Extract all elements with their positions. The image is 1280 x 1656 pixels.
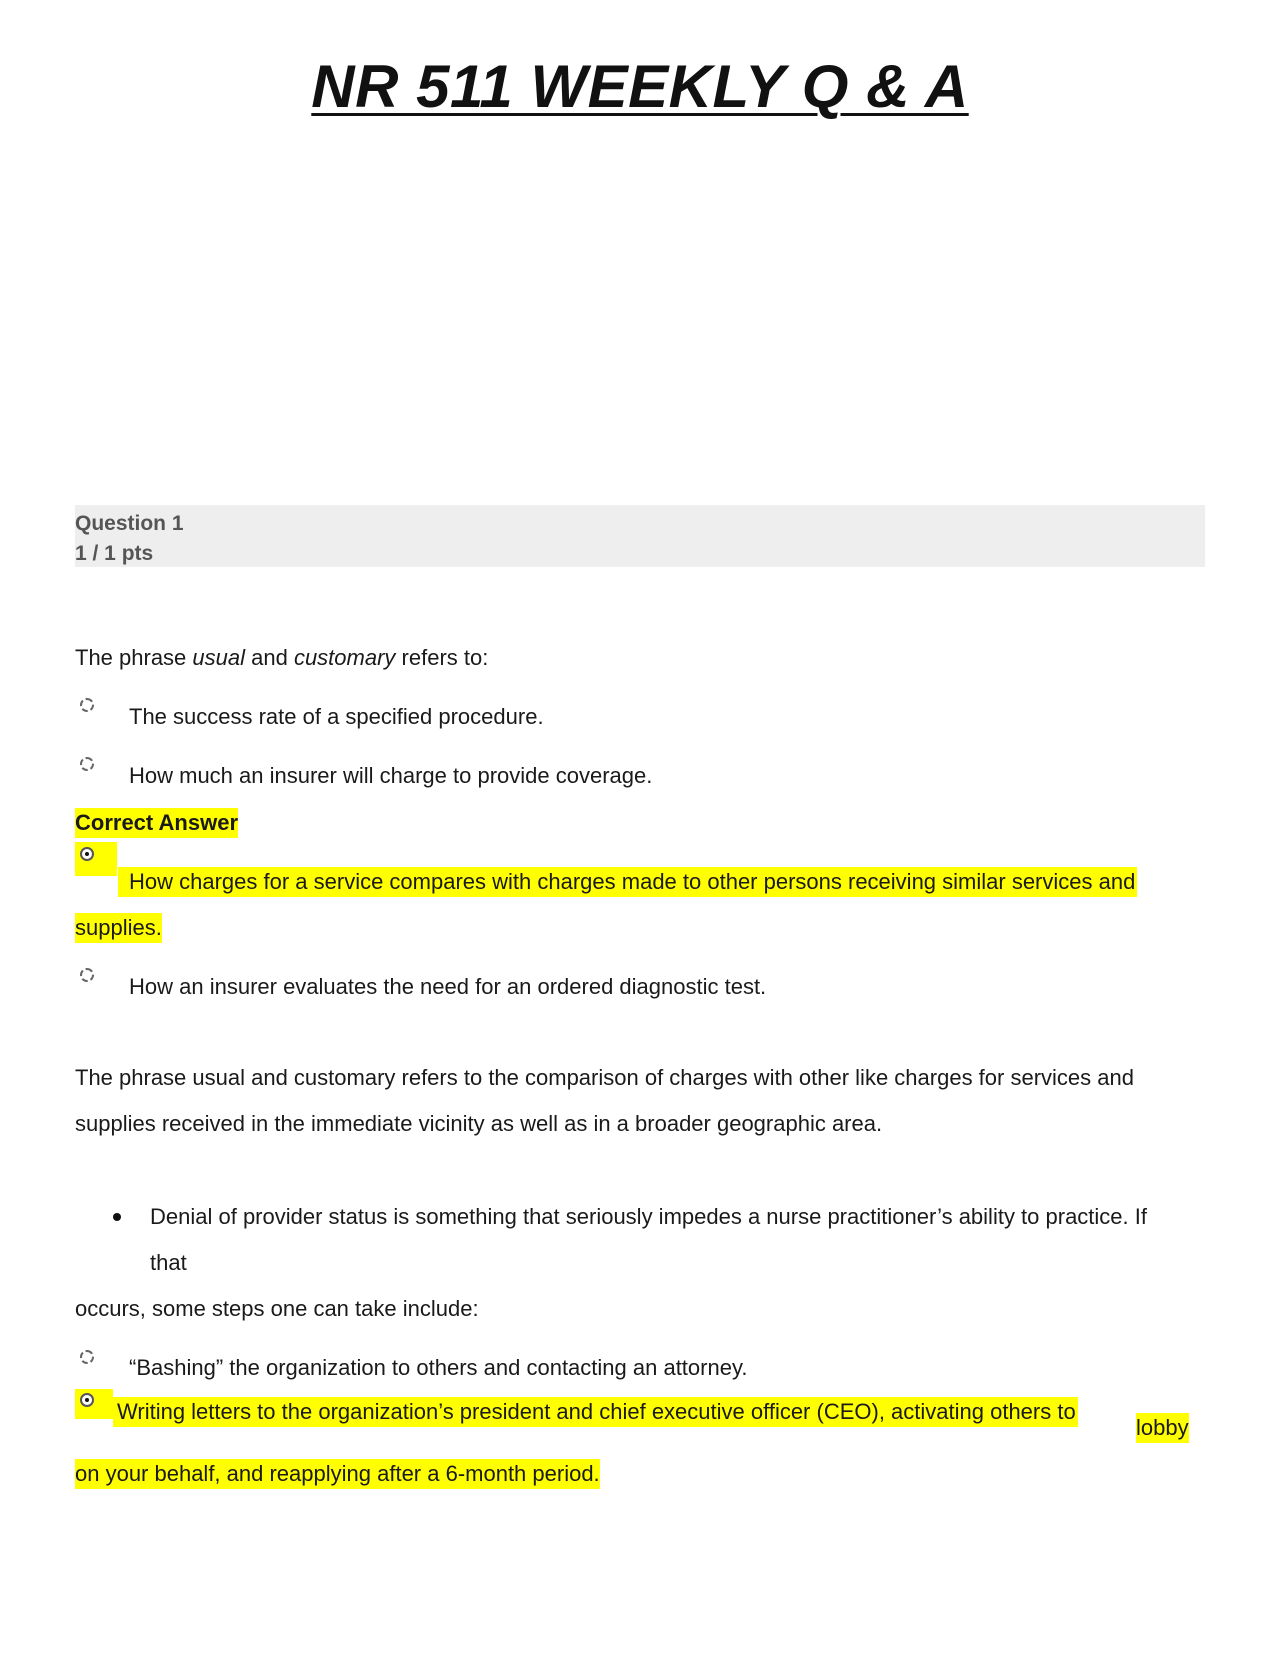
radio-option-b[interactable] bbox=[80, 757, 94, 771]
radio-option-c[interactable] bbox=[80, 847, 94, 861]
explanation-line-1: The phrase usual and customary refers to the comparison of charges with other like charges for services and bbox=[75, 1065, 1134, 1090]
prompt-emphasis-usual: usual bbox=[192, 645, 245, 670]
answer-option-b: How much an insurer will charge to provide coverage. bbox=[129, 763, 653, 788]
question2-prompt-line-3: occurs, some steps one can take include: bbox=[75, 1296, 479, 1321]
question-points: 1 / 1 pts bbox=[75, 542, 154, 565]
prompt-emphasis-customary: customary bbox=[293, 645, 396, 670]
radio-q2-option-a[interactable] bbox=[80, 1350, 94, 1364]
prompt-text: refers to: bbox=[395, 645, 489, 670]
answer-option-a: The success rate of a specified procedure. bbox=[129, 704, 544, 729]
q2-answer-option-b-continued: on your behalf, and reapplying after a 6-month period. bbox=[75, 1459, 600, 1489]
answer-option-d: How an insurer evaluates the need for an ordered diagnostic test. bbox=[129, 974, 767, 999]
explanation-line-2: supplies received in the immediate vicinity as well as in a broader geographic area. bbox=[75, 1111, 883, 1136]
question-title: Question 1 bbox=[75, 512, 184, 535]
prompt-text: and bbox=[245, 645, 294, 670]
radio-option-d[interactable] bbox=[80, 968, 94, 982]
document-title: NR 511 WEEKLY Q & A bbox=[311, 53, 969, 120]
answer-option-c-continued: supplies. bbox=[75, 913, 162, 943]
q2-answer-option-b: Writing letters to the organization’s president and chief executive officer (CEO), activating others to bbox=[113, 1397, 1078, 1427]
question2-prompt-line-1: Denial of provider status is something that seriously impedes a nurse practitioner’s ability to practice. If bbox=[150, 1204, 1147, 1229]
question-header bbox=[75, 505, 1205, 567]
answer-option-c: How charges for a service compares with charges made to other persons receiving similar services and bbox=[118, 867, 1137, 897]
q2-answer-option-b-word: lobby bbox=[1136, 1413, 1189, 1443]
question2-prompt-line-2: that bbox=[150, 1250, 187, 1275]
radio-option-a[interactable] bbox=[80, 698, 94, 712]
radio-q2-option-b[interactable] bbox=[80, 1393, 94, 1407]
bullet-icon bbox=[113, 1213, 121, 1221]
prompt-text: The phrase bbox=[75, 645, 193, 670]
correct-answer-label: Correct Answer bbox=[75, 808, 238, 838]
question-prompt bbox=[75, 643, 488, 673]
q2-answer-option-a: “Bashing” the organization to others and contacting an attorney. bbox=[129, 1355, 748, 1380]
